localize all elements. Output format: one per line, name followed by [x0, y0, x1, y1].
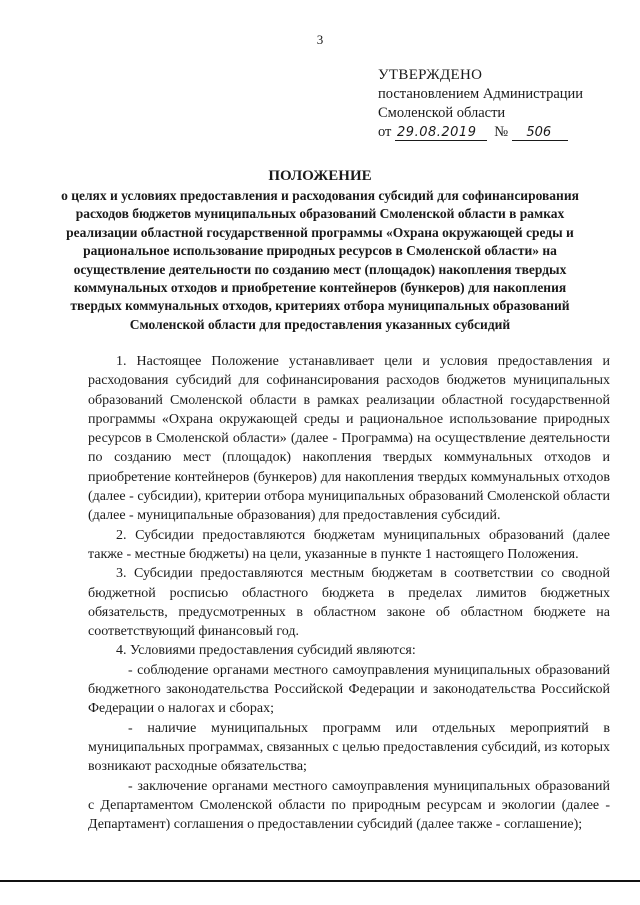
approval-line-2: Смоленской области — [378, 105, 506, 121]
paragraph-4: 4. Условиями предоставления субсидий являются: — [116, 643, 416, 659]
page-number: 3 — [316, 32, 324, 47]
number-sign: № — [494, 124, 509, 140]
handwritten-date: 29.08.2019 — [395, 125, 487, 141]
handwritten-number: 506 — [512, 125, 568, 141]
approval-stamp — [378, 66, 618, 142]
page-bottom-rule — [0, 880, 640, 882]
date-prefix: от — [378, 124, 392, 140]
condition-item-2: - наличие муниципальных программ или отдельных мероприятий в муниципальных программах, связанных с целью предоставления субсидий, из которых возникают расходные обязательства; — [88, 720, 610, 775]
paragraph-2: 2. Субсидии предоставляются бюджетам муниципальных образований (далее также - местные бюджеты) на цели, указанные в пункте 1 настоящего Положения. — [88, 527, 610, 562]
approval-line-1: постановлением Администрации — [378, 86, 584, 102]
document-subtitle: о целях и условиях предоставления и расходования субсидий для софинансирования расходов бюджетов муниципальных образований Смоленской области в рамках реализации областной государственной программы «Охрана окружающей среды и рациональное использование природных ресурсов в Смоленской области» на осуществление деятельности по созданию мест (площадок) накопления твердых коммунальных отходов и приобретение контейнеров (бункеров) для накопления твердых коммунальных отходов, критериях отбора муниципальных образований Смоленской области для предоставления указанных субсидий — [61, 188, 579, 332]
condition-item-3: - заключение органами местного самоуправления муниципальных образований с Департаментом Смоленской области по природным ресурсам и экологии (далее - Департамент) соглашения о предоставлении субсидий (далее также - соглашение); — [88, 778, 610, 833]
document-title: ПОЛОЖЕНИЕ — [268, 168, 372, 184]
paragraph-1: 1. Настоящее Положение устанавливает цели и условия предоставления и расходования субсидий для софинансирования расходов бюджетов муниципальных образований Смоленской области в рамках реализации областной государственной программы «Охрана окружающей среды и рациональное использование природных ресурсов в Смоленской области» (далее - Программа) на осуществление деятельности по созданию мест (площадок) накопления твердых коммунальных отходов и приобретение контейнеров (бункеров) для накопления твердых коммунальных отходов (далее - субсидии), критерии отбора муниципальных образований Смоленской области (далее - муниципальные образования) для предоставления субсидий. — [88, 354, 610, 524]
approval-heading: УТВЕРЖДЕНО — [378, 67, 483, 83]
approval-date-line — [378, 123, 618, 142]
condition-item-1: - соблюдение органами местного самоуправления муниципальных образований бюджетного законодательства Российской Федерации и законодательства Российской Федерации о налогах и сборах; — [88, 662, 610, 717]
paragraph-3: 3. Субсидии предоставляются местным бюджетам в соответствии со сводной бюджетной росписью областного бюджета в пределах лимитов бюджетных обязательств, предусмотренных в областном законе об областном бюджете на соответствующий финансовый год. — [88, 566, 610, 640]
document-body — [88, 352, 610, 834]
